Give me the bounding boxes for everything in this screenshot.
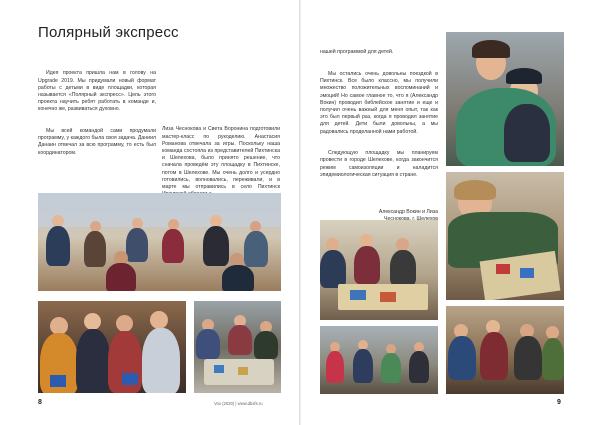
paragraph: Следующую площадку мы планируем провести в городе Шелехове, когда закончится режим самоизоляции и наладится эпидемиологическая ситуация в стране.: [320, 150, 440, 178]
left-text-column-1: [38, 56, 156, 171]
photo-boy-with-board-game: [446, 172, 564, 300]
paragraph: Мы остались очень довольны поездкой в Пихтинск. Все было классно, мы получили множество положительных воспоминаний и эмоций! Но самое главное то, что я (Александр Вокин) проводил библейское занятие и еще и получил очень важный для меня опыт, так как это был первый раз, когда я проводил занятие для детей. Дети были довольны, а мы радовались проделанной нами работой.: [320, 71, 440, 135]
page-number-left: 8: [38, 399, 42, 406]
page-number-right: 9: [557, 399, 561, 406]
photo-children-in-room: [320, 326, 438, 394]
page-title: Полярный экспресс: [38, 24, 179, 41]
photo-team-with-gifts: [38, 301, 186, 393]
photo-group-with-leader: [446, 306, 564, 394]
paragraph: Идея проекта пришла нам в голову на Upgrade 2019. Мы придумали новый формат работы с детьми в виде площадки, которая называется «Полярный экспресс». Цель этого проекта научить ребят работать в команде и, конечно же, развиваться духовно.: [38, 70, 158, 113]
paragraph: Лиза Чеснокова и Света Воронина подготовили мастер-класс по рукоделию. Анастасия Романова отвечала за игры. Поскольку наша команда состояла из представителей Пихтинска и Шелехова, было принято решение, что сначала проведём эту площадку в Пихтинске, потом в Шелехове. Мы очень долго и усердно готовились, волновались, переживали, и в марте мы отправились в село Пихтинск: [162, 126, 280, 191]
right-text-column: [320, 35, 438, 193]
footer-text: Vox (2020) | www.dbxfs.ru: [214, 401, 263, 406]
photo-kids-at-table: [194, 301, 281, 393]
page-gutter: [299, 0, 301, 425]
photo-kids-around-table: [320, 220, 438, 320]
paragraph: нашей программой для детей.: [320, 49, 394, 56]
photo-woman-with-child: [446, 32, 564, 166]
paragraph: Мы всей командой сами продумали программу, у каждого была своя задача. Даниил Данаин отвечал за всю программу, то есть был координатором.: [38, 128, 158, 156]
photo-group-circle: [38, 193, 281, 291]
article-signature: Александр Вокин и Лиза: [378, 209, 438, 215]
